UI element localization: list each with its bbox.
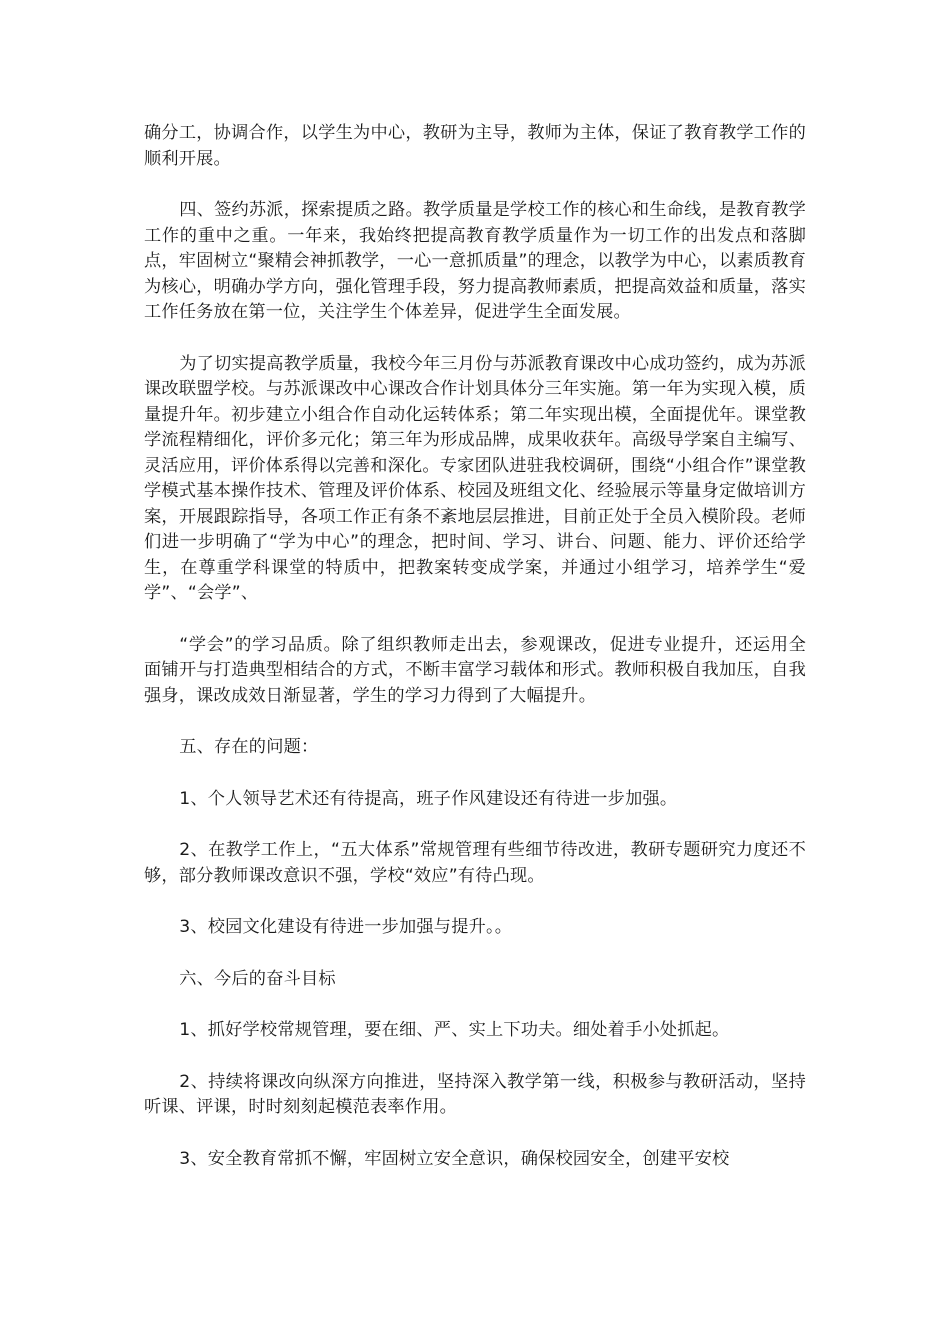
heading-existing-problems: 五、存在的问题： — [179, 737, 319, 757]
heading-future-goals: 六、今后的奋斗目标 — [179, 968, 336, 989]
paragraph-supai-partnership: 为了切实提高教学质量，我校今年三月份与苏派教育课改中心成功签约，成为苏派课改联盟学校。与苏派课改中心课改合作计划具体分三年实施。第一年为实现入模，质量提升年。初步建立小组合作自动化运转体系；第二年实现出模，全面提优年。课堂教学流程精细化，评价多元化；第三年为形成品牌，成果收获年。高级导学案自主编写、灵活应用，评价体系得以完善和深化。专家团队进驻我校调研，围绕“小组合作”课堂教学模式基本操作技术、管理及评价体系、校园及班组文化、经验展示等量身定做培训方案，开展跟踪指导，各项工作正有条不紊地层层推进，目前正处于全员入模阶段。老师们进一步明确了“学为中心”的理念，把时间、学习、讲台、问题、能力、评价还给学生，在尊重学科课堂的特质中，把教案转变成学案，并通过小组学习，培养学生“爱学”、“会学”、 — [144, 353, 806, 603]
problem-item-2: 2、在教学工作上，“五大体系”常规管理有些细节待改进，教研专题研究力度还不够，部分教师课改意识不强，学校“效应”有待凸现。 — [144, 840, 806, 886]
paragraph-learning-quality: “学会”的学习品质。除了组织教师走出去，参观课改，促进专业提升，还运用全面铺开与打造典型相结合的方式，不断丰富学习载体和形式。教师积极自我加压，自我强身，课改成效日渐显著，学生的学习力得到了大幅提升。 — [144, 634, 806, 706]
paragraph-section-four: 四、签约苏派，探索提质之路。教学质量是学校工作的核心和生命线，是教育教学工作的重中之重。一年来，我始终把提高教育教学质量作为一切工作的出发点和落脚点，牢固树立“聚精会神抓教学，一心一意抓质量”的理念，以教学为中心，以素质教育为核心，明确办学方向，强化管理手段，努力提高教师素质，把提高效益和质量，落实工作任务放在第一位，关注学生个体差异，促进学生全面发展。 — [144, 200, 806, 322]
problem-item-1: 1、个人领导艺术还有待提高，班子作风建设还有待进一步加强。 — [179, 788, 678, 809]
goal-item-2: 2、持续将课改向纵深方向推进，坚持深入教学第一线，积极参与教研活动，坚持听课、评课，时时刻刻起模范表率作用。 — [144, 1071, 806, 1117]
document-page — [144, 121, 806, 1198]
goal-item-1: 1、抓好学校常规管理，要在细、严、实上下功夫。细处着手小处抓起。 — [179, 1020, 730, 1040]
paragraph-division-of-work: 确分工，协调合作，以学生为中心，教研为主导，教师为主体，保证了教育教学工作的顺利开展。 — [144, 123, 806, 169]
problem-item-3: 3、校园文化建设有待进一步加强与提升。。 — [179, 917, 513, 937]
goal-item-3: 3、安全教育常抓不懈，牢固树立安全意识，确保校园安全，创建平安校 — [179, 1148, 730, 1169]
